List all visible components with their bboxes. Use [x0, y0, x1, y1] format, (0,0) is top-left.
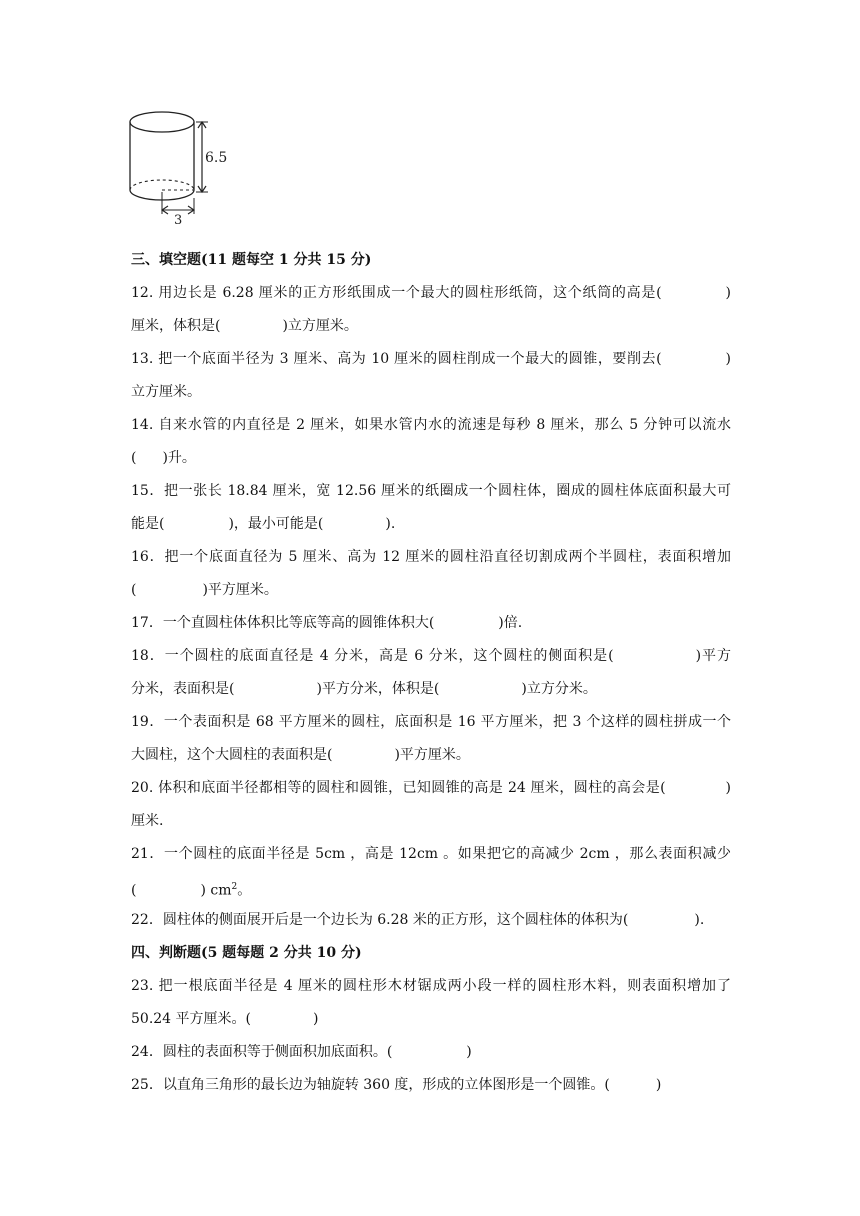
q21-line2: ( ) $cm^2$。 — [131, 882, 252, 899]
section3-heading: 三、填空题(11 题每空 1 分共 15 分) — [131, 252, 372, 268]
q13-line1: 13. 把一个底面半径为 3 厘米、高为 10 厘米的圆柱削成一个最大的圆锥，要削去( ) — [131, 351, 731, 367]
q12-line2: 厘米，体积是( )立方厘米。 — [131, 318, 358, 334]
q23-line2: 50.24 平方厘米。( ) — [131, 1011, 319, 1027]
radius-label: 3 — [174, 213, 183, 226]
section4-heading: 四、判断题(5 题每题 2 分共 10 分) — [131, 945, 362, 961]
q15-line1: 15．把一张长 18.84 厘米，宽 12.56 厘米的纸圈成一个圆柱体，圈成的圆柱体底面积最大可 — [131, 483, 731, 499]
cylinder-figure — [118, 108, 228, 226]
cylinder-top-ellipse — [130, 112, 194, 132]
squared-superscript: 2 — [231, 882, 238, 892]
q18-line2: 分米，表面积是( )平方分米，体积是( )立方分米。 — [131, 681, 597, 697]
q16-line1: 16．把一个底面直径为 5 厘米、高为 12 厘米的圆柱沿直径切割成两个半圆柱，表面积增加 — [131, 549, 731, 565]
q21-line1: 21．一个圆柱的底面半径是 5cm ，高是 12cm 。如果把它的高减少 2cm ，那么表面积减少 — [131, 846, 731, 862]
height-label: 6.5 — [205, 150, 228, 166]
q14-line2: ( )升。 — [131, 450, 196, 466]
q13-line2: 立方厘米。 — [131, 384, 201, 400]
q16-line2: ( )平方厘米。 — [131, 582, 278, 598]
q12-line1: 12. 用边长是 6.28 厘米的正方形纸围成一个最大的圆柱形纸筒，这个纸筒的高是( ) — [131, 285, 731, 301]
q17-line1: 17．一个直圆柱体体积比等底等高的圆锥体积大( )倍. — [131, 615, 523, 631]
q19-line2: 大圆柱，这个大圆柱的表面积是( )平方厘米。 — [131, 747, 470, 763]
q22-line1: 22．圆柱体的侧面展开后是一个边长为 6.28 米的正方形，这个圆柱体的体积为( ). — [131, 912, 705, 928]
q19-line1: 19．一个表面积是 68 平方厘米的圆柱，底面积是 16 平方厘米，把 3 个这样的圆柱拼成一个 — [131, 714, 731, 730]
q20-line1: 20. 体积和底面半径都相等的圆柱和圆锥，已知圆锥的高是 24 厘米，圆柱的高会是( ) — [131, 780, 731, 796]
q24-line1: 24．圆柱的表面积等于侧面积加底面积。( ) — [131, 1044, 472, 1060]
q23-line1: 23. 把一根底面半径是 4 厘米的圆柱形木材锯成两小段一样的圆柱形木料，则表面积增加了 — [131, 978, 731, 994]
q25-line1: 25．以直角三角形的最长边为轴旋转 360 度，形成的立体图形是一个圆锥。( ) — [131, 1077, 662, 1093]
q14-line1: 14. 自来水管的内直径是 2 厘米，如果水管内水的流速是每秒 8 厘米，那么 5 分钟可以流水 — [131, 417, 731, 433]
question-content — [131, 244, 731, 1102]
q20-line2: 厘米. — [131, 813, 164, 829]
cylinder-bottom-back — [130, 180, 194, 190]
q18-line1: 18．一个圆柱的底面直径是 4 分米，高是 6 分米，这个圆柱的侧面积是( )平方 — [131, 648, 731, 664]
q15-line2: 能是( )，最小可能是( ). — [131, 516, 396, 532]
